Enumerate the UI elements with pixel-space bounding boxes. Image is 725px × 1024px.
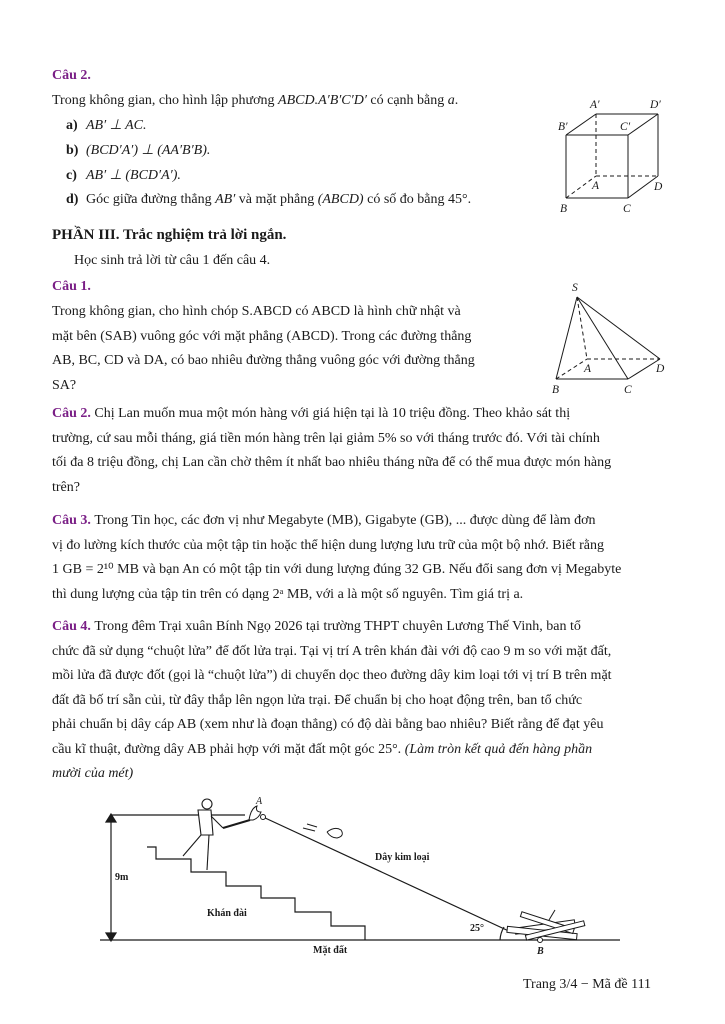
question-label: Câu 2. (52, 68, 91, 83)
metal-wire (263, 817, 513, 933)
text-line: AB, BC, CD và DA, có bao nhiêu đường thẳng vuông góc với đường thẳng (52, 353, 475, 368)
angle-arc (500, 927, 504, 940)
campfire-figure (95, 790, 635, 960)
prompt-text: Trong không gian, cho hình lập phương (52, 93, 279, 108)
person-leg (207, 835, 209, 870)
question-label: Câu 3. (52, 513, 91, 528)
text-line (52, 402, 672, 427)
angle-label: 25° (470, 923, 484, 934)
option-text: Góc giữa đường thẳng (86, 192, 216, 207)
vertex-label: D (656, 363, 665, 375)
option-math: (ABCD) (317, 192, 364, 207)
ground-label: Mặt đất (313, 945, 348, 956)
stands-label: Khán đài (207, 908, 247, 919)
text-line: chức đã sử dụng “chuột lửa” để đốt lửa trại. Tại vị trí A trên khán đài với độ cao 9 m so với mặt đất, (52, 643, 612, 659)
fire-mouse-icon (303, 824, 342, 838)
edge (628, 114, 658, 135)
text-line: phải chuẩn bị dây cáp AB (xem như là đoạn thẳng) có độ dài bằng bao nhiêu? Biết rằng để đạt yêu (52, 717, 604, 732)
vertex-label: B (552, 384, 560, 396)
prompt-var: a (447, 93, 455, 108)
option-text: AB′ ⊥ AC. (86, 118, 147, 133)
text-line: mồi lửa đã được đốt (gọi là “chuột lửa”) di chuyển dọc theo đường dây kim loại tới vị trí B trên mặt (52, 668, 612, 683)
point-b-dot (538, 938, 543, 943)
text-line: 1 GB = 2¹⁰ MB và bạn An có một tập tin với dung lượng đúng 32 GB. Nếu đổi sang đơn vị Megabyte (52, 562, 622, 577)
question-label: Câu 1. (52, 279, 91, 294)
text-line: Trong không gian, cho hình chóp S.ABCD có ABCD là hình chữ nhật và (52, 304, 461, 319)
question-body (52, 402, 672, 500)
vertex-label: D (654, 181, 663, 193)
option-c (66, 167, 181, 184)
hidden-edge (577, 297, 587, 359)
text-span: Trong Tin học, các đơn vị như Megabyte (MB), Gigabyte (GB), ... được dùng để làm đơn (94, 513, 596, 528)
vertex-label: A′ (590, 99, 600, 111)
option-letter: b) (66, 143, 79, 158)
text-line (52, 615, 672, 640)
option-text: (BCD′A′) ⊥ (AA′B′B). (86, 143, 211, 158)
part-instruction: Học sinh trả lời từ câu 1 đến câu 4. (74, 253, 271, 268)
wire-label: Dây kim loại (375, 852, 430, 863)
motion-line (303, 828, 315, 831)
option-letter: d) (66, 192, 79, 207)
text-line: vị đo lường kích thước của một tập tin hoặc thể hiện dung lượng lưu trữ của một bộ nhớ. Biết rằng (52, 537, 605, 553)
option-letter: a) (66, 118, 78, 133)
page-footer: Trang 3/4 − Mã đề 111 (523, 977, 652, 992)
motion-line (307, 824, 317, 827)
edge (556, 297, 577, 379)
rounding-note: (Làm tròn kết quả đến hàng phần (404, 741, 593, 757)
flame-icon (249, 806, 266, 820)
text-line (52, 738, 672, 763)
point-b-label: B (537, 946, 544, 957)
option-math: AB′ (215, 192, 236, 207)
prompt-text: có cạnh bằng (366, 93, 448, 108)
question-body (52, 615, 672, 787)
prompt-math: ABCD.A′B′C′D′ (278, 93, 367, 108)
pyramid-figure (545, 275, 680, 400)
vertex-label: C′ (620, 121, 631, 133)
text-line: trên? (52, 479, 80, 495)
stick (549, 910, 555, 920)
torch-stick (223, 820, 250, 828)
text-line: mặt bên (SAB) vuông góc với mặt phẳng (ABCD). Trong các đường thẳng (52, 328, 472, 344)
text-line: SA? (52, 377, 77, 393)
option-b (66, 142, 210, 159)
vertex-label: D′ (650, 99, 661, 111)
question-label: Câu 4. (52, 619, 91, 634)
text-span: Trong đêm Trại xuân Bính Ngọ 2026 tại trường THPT chuyên Lương Thế Vinh, ban tổ (94, 619, 581, 634)
height-label: 9m (115, 872, 129, 883)
mouse-body (327, 828, 342, 838)
question-label: Câu 2. (52, 406, 91, 421)
vertex-label: B (560, 203, 568, 215)
vertex-label: C (623, 203, 631, 215)
option-text: có số đo bằng 45°. (363, 192, 472, 207)
option-text: và mặt phẳng (235, 192, 318, 207)
text-line (52, 509, 672, 534)
vertex-label: B′ (558, 121, 568, 133)
vertex-label: S (572, 282, 578, 294)
option-a (66, 117, 147, 134)
text-span: Chị Lan muốn mua một món hàng với giá hiện tại là 10 triệu đồng. Theo khảo sát thị (94, 406, 571, 421)
person-icon (183, 799, 250, 870)
cube-figure (540, 90, 680, 220)
option-d (66, 192, 471, 208)
text-line: thì dung lượng của tập tin trên có dạng 2ᵃ MB, với a là một số nguyên. Tìm giá trị a. (52, 586, 524, 602)
text-line: đất đã bố trí sẵn củi, từ đây thắp lên ngọn lửa trại. Để chuẩn bị cho hoạt động trên, ban tổ chức (52, 692, 583, 708)
option-letter: c) (66, 168, 77, 183)
point-a-dot (261, 815, 266, 820)
question-body (52, 300, 531, 398)
vertex-label: A (584, 363, 592, 375)
question-body (52, 509, 672, 607)
person-torso (198, 810, 213, 835)
text-line: tối đa 8 triệu đồng, chị Lan cần chờ thêm ít nhất bao nhiêu tháng nữa để có thể mua được món hàng (52, 455, 612, 470)
edge (577, 297, 660, 359)
vertex-label: C (624, 384, 632, 396)
prompt-text: . (454, 93, 459, 108)
point-a-label: A (256, 796, 263, 807)
campfire-logs-icon (507, 910, 585, 943)
vertex-label: A (592, 180, 600, 192)
part-heading: PHẦN III. Trắc nghiệm trả lời ngắn. (52, 227, 287, 243)
stairs (147, 847, 365, 940)
question-prompt (52, 89, 458, 114)
text-line: trường, cứ sau mỗi tháng, giá tiền món hàng trên lại giảm 5% so với tháng trước đó. Với tài chính (52, 430, 600, 446)
edge (566, 114, 596, 135)
option-text: AB′ ⊥ (BCD′A′). (86, 168, 181, 183)
person-leg (183, 835, 201, 856)
text-span: cầu kĩ thuật, đường dây AB phải hợp với mặt đất một góc 25°. (52, 741, 402, 757)
text-line: mười của mét) (52, 766, 134, 781)
flame-shape (249, 806, 261, 820)
person-head (202, 799, 212, 809)
